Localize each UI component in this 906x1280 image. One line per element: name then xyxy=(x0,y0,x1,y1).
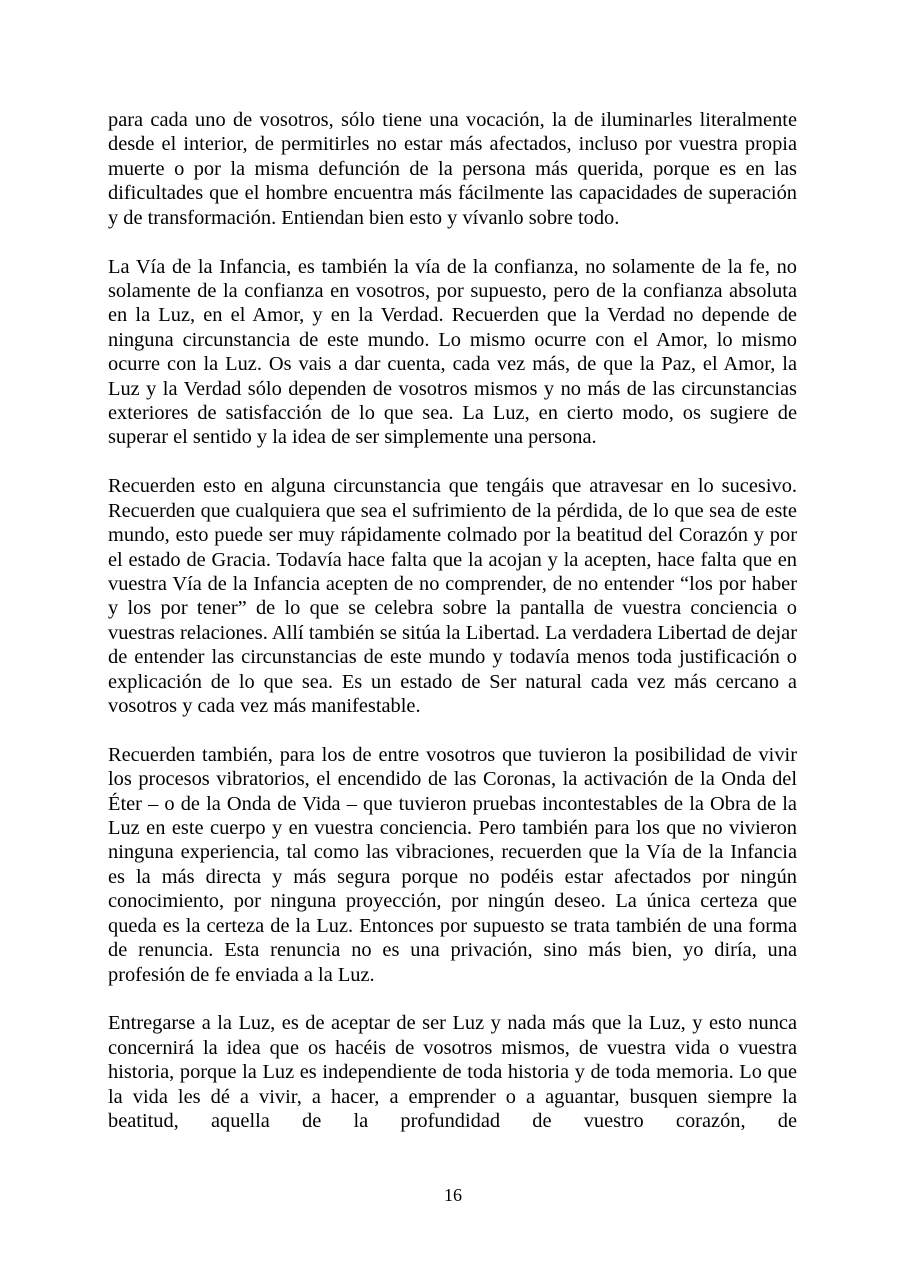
body-text xyxy=(108,108,797,1133)
paragraph-4: Recuerden también, para los de entre vosotros que tuvieron la posibilidad de vivir los procesos vibratorios, el encendido de las Coronas, la activación de la Onda del Éter – o de la Onda de Vida – que tuvieron pruebas incontestables de la Obra de la Luz en este cuerpo y en vuestra conciencia. Pero también para los que no vivieron ninguna experiencia, tal como las vibraciones, recuerden que la Vía de la Infancia es la más directa y más segura porque no podéis estar afectados por ningún conocimiento, por ninguna proyección, por ningún deseo. La única certeza que queda es la certeza de la Luz. Entonces por supuesto se trata también de una forma de renuncia. Esta renuncia no es una privación, sino más bien, yo diría, una profesión de fe enviada a la Luz. xyxy=(108,743,797,986)
page-number: 16 xyxy=(444,1185,462,1205)
paragraph-3: Recuerden esto en alguna circunstancia que tengáis que atravesar en lo sucesivo. Recuerden que cualquiera que sea el sufrimiento de la pérdida, de lo que sea de este mundo, esto puede ser muy rápidamente colmado por la beatitud del Corazón y por el estado de Gracia. Todavía hace falta que la acojan y la acepten, hace falta que en vuestra Vía de la Infancia acepten de no comprender, de no entender “los por haber y los por tener” de lo que se celebra sobre la pantalla de vuestra conciencia o vuestras relaciones. Allí también se sitúa la Libertad. La verdadera Libertad de dejar de entender las circunstancias de este mundo y todavía menos toda justificación o explicación de lo que sea. Es un estado de Ser natural cada vez más cercano a vosotros y cada vez más manifestable. xyxy=(108,475,797,717)
paragraph-2: La Vía de la Infancia, es también la vía de la confianza, no solamente de la fe, no solamente de la confianza en vosotros, por supuesto, pero de la confianza absoluta en la Luz, en el Amor, y en la Verdad. Recuerden que la Verdad no depende de ninguna circunstancia de este mundo. Lo mismo ocurre con el Amor, lo mismo ocurre con la Luz. Os vais a dar cuenta, cada vez más, de que la Paz, el Amor, la Luz y la Verdad sólo dependen de vosotros mismos y no más de las circunstancias exteriores de satisfacción de lo que sea. La Luz, en cierto modo, os sugiere de superar el sentido y la idea de ser simplemente una persona. xyxy=(108,255,797,449)
paragraph-1: para cada uno de vosotros, sólo tiene una vocación, la de iluminarles literalmente desde el interior, de permitirles no estar más afectados, incluso por vuestra propia muerte o por la misma defunción de la persona más querida, porque es en las dificultades que el hombre encuentra más fácilmente las capacidades de superación y de transformación. Entiendan bien esto y vívanlo sobre todo. xyxy=(108,109,797,229)
paragraph-5: Entregarse a la Luz, es de aceptar de ser Luz y nada más que la Luz, y esto nunca concernirá la idea que os hacéis de vosotros mismos, de vuestra vida o vuestra historia, porque la Luz es independiente de toda historia y de toda memoria. Lo que la vida les dé a vivir, a hacer, a emprender o a aguantar, busquen siempre la beatitud, aquella de la profundidad de vuestro corazón, de xyxy=(108,1012,797,1133)
